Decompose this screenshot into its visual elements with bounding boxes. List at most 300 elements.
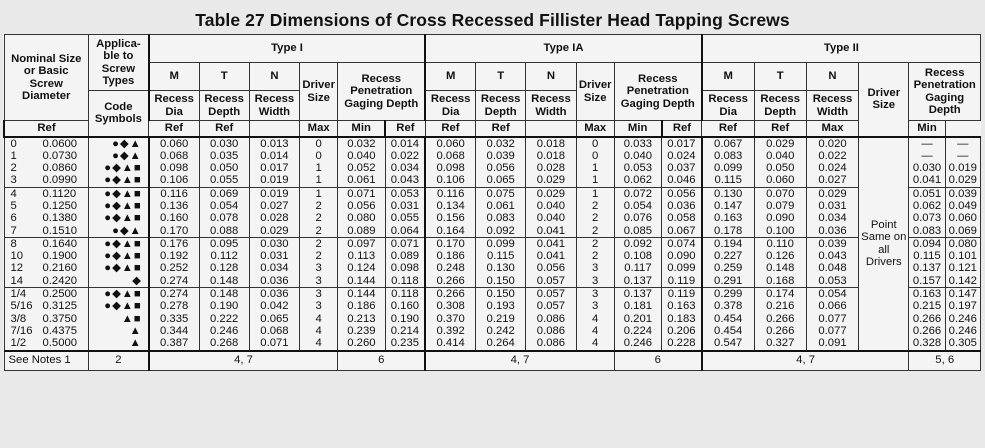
value-stack (526, 288, 575, 349)
cell-value: 2 (315, 199, 322, 212)
code-symbols-cell (88, 288, 148, 351)
cell-value: 0.043 (390, 174, 420, 187)
cell-value: ●◆▲■ (104, 212, 142, 225)
cell-value: 3 (315, 300, 322, 313)
value-stack (703, 188, 754, 237)
cell-value: 0.080 (347, 212, 376, 225)
cell-value: 0.077 (818, 312, 847, 325)
value-stack (703, 138, 754, 187)
header-recess-pen: Recess Penetration Gaging Depth (614, 63, 702, 121)
cell-value: 0.115 (486, 250, 515, 263)
value-stack (662, 288, 701, 349)
footer-type2-pen-notes: 5, 6 (909, 351, 981, 371)
cell-value: 0.032 (486, 137, 515, 150)
cell-value: 0.037 (667, 162, 696, 175)
t1-t-cell (199, 288, 249, 351)
cell-value: 0.148 (210, 288, 239, 301)
t1-min-cell (385, 187, 425, 237)
cell-value: 4 (315, 324, 322, 337)
t2-t-cell (754, 137, 806, 188)
cell-value: 2 (315, 237, 322, 250)
cell-value: 0.370 (436, 312, 465, 325)
cell-value: 0.192 (160, 250, 189, 263)
size-group-row (4, 237, 981, 287)
cell-value: — (957, 149, 969, 162)
t1-m-cell (149, 137, 199, 188)
basic-diameter: 0.2500 (42, 288, 78, 301)
cell-value: 0.029 (536, 174, 566, 187)
value-stack (909, 138, 944, 187)
value-stack (662, 188, 701, 237)
cell-value: 0.157 (912, 274, 942, 287)
header-max: Max (576, 121, 614, 137)
code-symbols-cell (88, 187, 148, 237)
cell-value: 0.040 (347, 149, 376, 162)
value-stack (615, 238, 661, 287)
cell-value: 0.050 (210, 162, 239, 175)
cell-value: 0.224 (623, 324, 653, 337)
nominal-row (5, 150, 88, 162)
cell-value: 0.019 (260, 187, 289, 200)
cell-value: 0.054 (818, 288, 847, 301)
cell-value: 0.034 (390, 162, 420, 175)
value-stack (577, 138, 614, 187)
cell-value: — (921, 149, 933, 162)
t1a-max-cell (614, 137, 661, 188)
nominal-row (5, 225, 88, 237)
cell-value: 0.130 (486, 262, 515, 275)
cell-value: 0.327 (766, 337, 795, 350)
cell-value: 0.029 (536, 187, 566, 200)
cell-value: 0.022 (818, 149, 847, 162)
t1a-min-cell (662, 288, 702, 351)
basic-diameter: 0.1640 (42, 237, 78, 250)
cell-value: 0.248 (436, 262, 465, 275)
value-stack (250, 188, 299, 237)
cell-value: 0.083 (714, 149, 743, 162)
cell-value: 0.039 (818, 237, 847, 250)
t1a-min-cell (662, 237, 702, 287)
cell-value: 0 (592, 137, 599, 150)
t1-t-cell (199, 137, 249, 188)
cell-value: 3 (592, 300, 599, 313)
t1-max-cell (338, 288, 385, 351)
cell-value: 0.069 (210, 187, 239, 200)
cell-value: 0.067 (667, 224, 696, 237)
cell-value: 2 (592, 237, 599, 250)
size-group-row (4, 288, 981, 351)
value-stack (755, 188, 806, 237)
cell-value: 0.013 (260, 137, 289, 150)
cell-value: ◆ (132, 274, 142, 287)
value-stack (150, 288, 199, 349)
t1a-n-cell (526, 288, 576, 351)
value-stack (946, 288, 980, 349)
cell-value: 0.040 (766, 149, 795, 162)
cell-value: 0.101 (948, 250, 977, 263)
t1-n-cell (249, 237, 299, 287)
header-n: N (526, 63, 576, 91)
cell-value: 0.043 (818, 250, 847, 263)
cell-value: 2 (315, 224, 322, 237)
value-stack (89, 238, 142, 287)
value-stack (200, 238, 249, 287)
cell-value: 0.058 (667, 212, 696, 225)
cell-value: 0.266 (436, 288, 465, 301)
cell-value: 0.170 (436, 237, 465, 250)
cell-value: 3 (592, 262, 599, 275)
cell-value: ●◆▲■ (104, 300, 142, 313)
value-stack (577, 238, 614, 287)
cell-value: 0.039 (948, 187, 977, 200)
value-stack (807, 288, 858, 349)
cell-value: 2 (592, 199, 599, 212)
t1-t-cell (199, 187, 249, 237)
cell-value: 0.029 (818, 187, 847, 200)
cell-value: 0.029 (948, 174, 977, 187)
value-stack (755, 288, 806, 349)
cell-value: 0.118 (391, 274, 419, 287)
header-m: M (149, 63, 199, 91)
cell-value: ●◆▲■ (104, 262, 142, 275)
cell-value: 0.050 (766, 162, 795, 175)
basic-diameter: 0.1510 (42, 224, 78, 237)
cell-value: 0.018 (536, 137, 566, 150)
footer-applicable-notes: 2 (88, 351, 148, 371)
t1a-m-cell (425, 137, 475, 188)
cell-value: 0.266 (912, 312, 942, 325)
t1a-n-cell (526, 137, 576, 188)
cell-value: 0.040 (623, 149, 653, 162)
cell-value: 0.099 (667, 262, 696, 275)
t1-t-cell (199, 237, 249, 287)
header-n: N (806, 63, 858, 91)
cell-value: 0.222 (210, 312, 239, 325)
cell-value: 0 (315, 137, 322, 150)
nominal-size: 10 (10, 250, 24, 263)
cell-value: 0.033 (623, 137, 653, 150)
cell-value: 0.260 (347, 337, 376, 350)
basic-diameter: 0.1120 (42, 187, 77, 200)
value-stack (300, 288, 337, 349)
cell-value: 0.062 (912, 199, 942, 212)
cell-value: 4 (592, 337, 599, 350)
cell-value: 0.194 (714, 237, 743, 250)
cell-value: 0.259 (714, 262, 743, 275)
cell-value: 0.160 (160, 212, 189, 225)
cell-value: — (957, 137, 969, 150)
cell-value: 0.278 (160, 300, 189, 313)
cell-value: 0.239 (347, 324, 376, 337)
nominal-row (5, 238, 88, 250)
t1a-n-cell (526, 187, 576, 237)
value-stack (300, 138, 337, 187)
cell-value: 0.032 (347, 137, 376, 150)
cell-value: 0.091 (818, 337, 847, 350)
t1a-m-cell (425, 288, 475, 351)
cell-value: 0.115 (913, 250, 941, 263)
header-ref: Ref (4, 121, 88, 137)
value-stack (386, 238, 425, 287)
header-recess-depth: Recess Depth (754, 91, 806, 121)
header-nominal: Nominal Size or Basic Screw Diameter (4, 35, 88, 121)
nominal-size: 0 (10, 137, 17, 150)
cell-value: 0.052 (347, 162, 376, 175)
nominal-size: 3/8 (10, 312, 27, 325)
nominal-row (5, 325, 88, 337)
header-m: M (702, 63, 754, 91)
basic-diameter: 0.0730 (42, 149, 78, 162)
cell-value: 0.274 (160, 274, 189, 287)
cell-value: 0.214 (390, 324, 420, 337)
footer-type1-pen-notes: 6 (338, 351, 426, 371)
cell-value: ●◆▲■ (104, 199, 142, 212)
cell-value: 0.027 (260, 199, 289, 212)
t1a-t-cell (476, 137, 526, 188)
cell-value: 0.078 (210, 212, 239, 225)
value-stack (807, 188, 858, 237)
cell-value: 0.308 (436, 300, 465, 313)
t1-d-cell (300, 288, 338, 351)
value-stack (89, 288, 142, 349)
value-stack (615, 138, 661, 187)
table-title: Table 27 Dimensions of Cross Recessed Fillister Head Tapping Screws (195, 10, 790, 30)
t1a-max-cell (614, 288, 661, 351)
cell-value: 0.024 (667, 149, 696, 162)
value-stack (338, 188, 384, 237)
cell-value: 0.085 (623, 224, 653, 237)
dimensions-table (3, 34, 981, 371)
cell-value: 0.150 (486, 288, 515, 301)
footer-type1a-pen-notes: 6 (614, 351, 702, 371)
code-symbols-cell (88, 137, 148, 188)
cell-value: 0.268 (210, 337, 239, 350)
basic-diameter: 0.1380 (42, 212, 78, 225)
cell-value: 0.018 (536, 149, 566, 162)
t1-max-cell (338, 137, 385, 188)
value-stack (662, 238, 701, 287)
nominal-size: 4 (10, 187, 17, 200)
nominal-row (5, 162, 88, 174)
basic-diameter: 0.3750 (42, 312, 78, 325)
nominal-size-cell (4, 137, 88, 188)
cell-value: ●◆▲ (112, 224, 142, 237)
cell-value: 0.034 (260, 262, 289, 275)
value-stack (703, 288, 754, 349)
table-body (4, 137, 981, 351)
cell-value: 0.110 (766, 237, 794, 250)
cell-value: 0.156 (436, 212, 465, 225)
cell-value: 0.065 (486, 174, 515, 187)
cell-value: 0.098 (390, 262, 420, 275)
t1-n-cell (249, 288, 299, 351)
footer-type1a-mtn-notes: 4, 7 (425, 351, 614, 371)
cell-value: 0.029 (766, 137, 795, 150)
cell-value: 0.216 (766, 300, 795, 313)
cell-value: 0.024 (818, 162, 847, 175)
cell-value: 0.242 (486, 324, 515, 337)
cell-value: 0.057 (536, 274, 566, 287)
t1a-t-cell (476, 237, 526, 287)
cell-value: 0.055 (390, 212, 420, 225)
cell-value: 0.017 (667, 137, 696, 150)
cell-value: 0.181 (623, 300, 653, 313)
value-stack (89, 188, 142, 237)
cell-value: 4 (315, 312, 322, 325)
value-stack (250, 138, 299, 187)
cell-value: 0.137 (623, 288, 653, 301)
cell-value: 0.148 (210, 274, 239, 287)
nominal-size: 7 (10, 224, 17, 237)
cell-value: 0.034 (818, 212, 847, 225)
cell-value: 0.117 (624, 262, 652, 275)
header-max: Max (806, 121, 858, 137)
cell-value: 0.128 (210, 262, 239, 275)
t1a-min-cell (662, 187, 702, 237)
cell-value: 0.215 (912, 300, 942, 313)
value-stack (250, 288, 299, 349)
cell-value: ●◆▲■ (104, 174, 142, 187)
nominal-size: 8 (10, 237, 17, 250)
value-stack (150, 138, 199, 187)
header-n: N (249, 63, 299, 91)
nominal-row (5, 174, 88, 186)
cell-value: 0.183 (667, 312, 696, 325)
cell-value: 0.144 (347, 288, 376, 301)
value-stack (526, 138, 575, 187)
basic-diameter: 0.1900 (42, 250, 78, 263)
cell-value: 0.068 (160, 149, 189, 162)
header-ref: Ref (662, 121, 702, 137)
cell-value: 0.174 (766, 288, 795, 301)
cell-value: 0.119 (667, 288, 696, 301)
header-ref: Ref (476, 121, 526, 137)
cell-value: 0.028 (536, 162, 566, 175)
cell-value: 0.228 (667, 337, 696, 350)
cell-value: 0.160 (390, 300, 420, 313)
header-driver-size: Driver Size (576, 63, 614, 121)
cell-value: 0.137 (623, 274, 653, 287)
cell-value: 0.246 (210, 324, 239, 337)
cell-value: 0.040 (536, 212, 566, 225)
cell-value: 0.126 (766, 250, 795, 263)
cell-value: 0.014 (260, 149, 289, 162)
header-ref: Ref (754, 121, 806, 137)
header-type2: Type II (702, 35, 981, 63)
cell-value: ●◆▲■ (104, 162, 142, 175)
value-stack (250, 238, 299, 287)
cell-value: 0.079 (766, 199, 795, 212)
cell-value: 0.344 (160, 324, 189, 337)
t1a-d-cell (576, 187, 614, 237)
value-stack (150, 188, 199, 237)
cell-value: 0.022 (390, 149, 420, 162)
cell-value: 0.190 (390, 312, 420, 325)
header-recess-dia: Recess Dia (149, 91, 199, 121)
footer-type2-mtn-notes: 4, 7 (702, 351, 909, 371)
value-stack (703, 238, 754, 287)
nominal-size-cell (4, 288, 88, 351)
header-t: T (476, 63, 526, 91)
cell-value: 0.066 (818, 300, 847, 313)
cell-value: 0.092 (486, 224, 515, 237)
cell-value: 0.031 (818, 199, 847, 212)
cell-value: 0 (592, 149, 599, 162)
cell-value: 0.266 (436, 274, 465, 287)
t1-max-cell (338, 237, 385, 287)
cell-value: 0.060 (436, 137, 465, 150)
nominal-size: 2 (10, 162, 17, 175)
t2-n-cell (806, 288, 858, 351)
value-stack (909, 188, 944, 237)
cell-value: 0.115 (714, 174, 742, 187)
cell-value: 0.062 (623, 174, 653, 187)
basic-diameter: 0.3125 (42, 300, 78, 313)
footer-type1-mtn-notes: 4, 7 (149, 351, 338, 371)
t1-n-cell (249, 187, 299, 237)
value-stack (946, 188, 980, 237)
nominal-row (5, 138, 88, 150)
header-driver-size: Driver Size (859, 63, 909, 137)
cell-value: 0.100 (766, 224, 795, 237)
cell-value: 0.057 (536, 288, 566, 301)
size-group-row (4, 187, 981, 237)
header-recess-depth: Recess Depth (199, 91, 249, 121)
header-driver-size: Driver Size (300, 63, 338, 121)
cell-value: 0.040 (536, 199, 566, 212)
nominal-size: 1/2 (10, 337, 27, 350)
basic-diameter: 0.5000 (42, 337, 78, 350)
nominal-row (5, 262, 88, 274)
cell-value: 0.075 (486, 187, 515, 200)
t1-min-cell (385, 288, 425, 351)
value-stack (476, 238, 525, 287)
cell-value: 0.071 (390, 237, 420, 250)
cell-value: 0.060 (160, 137, 189, 150)
value-stack (200, 138, 249, 187)
cell-value: 0.387 (160, 337, 189, 350)
cell-value: 0.099 (486, 237, 515, 250)
cell-value: 0.041 (912, 174, 942, 187)
cell-value: 3 (315, 262, 322, 275)
cell-value: 0.053 (390, 187, 420, 200)
t1-d-cell (300, 137, 338, 188)
header-t: T (754, 63, 806, 91)
cell-value: 0.113 (347, 250, 376, 263)
t2-m-cell (702, 137, 754, 188)
cell-value: 0.150 (486, 274, 515, 287)
cell-value: 0.086 (536, 324, 566, 337)
basic-diameter: 0.0990 (42, 174, 78, 187)
cell-value: 0.046 (667, 174, 696, 187)
t1a-t-cell (476, 187, 526, 237)
cell-value: 0.083 (912, 224, 942, 237)
cell-value: 0.235 (390, 337, 420, 350)
cell-value: 0.064 (390, 224, 420, 237)
cell-value: 0.454 (714, 324, 743, 337)
t2-m-cell (702, 288, 754, 351)
cell-value: ▲ (129, 324, 142, 337)
value-stack (577, 288, 614, 349)
header-min: Min (909, 121, 945, 137)
t2-t-cell (754, 237, 806, 287)
cell-value: 0.274 (160, 288, 189, 301)
value-stack (476, 288, 525, 349)
t1a-max-cell (614, 187, 661, 237)
cell-value: 3 (592, 274, 599, 287)
header-code-symbols: Code Symbols (88, 91, 148, 137)
cell-value: 0.118 (391, 288, 419, 301)
